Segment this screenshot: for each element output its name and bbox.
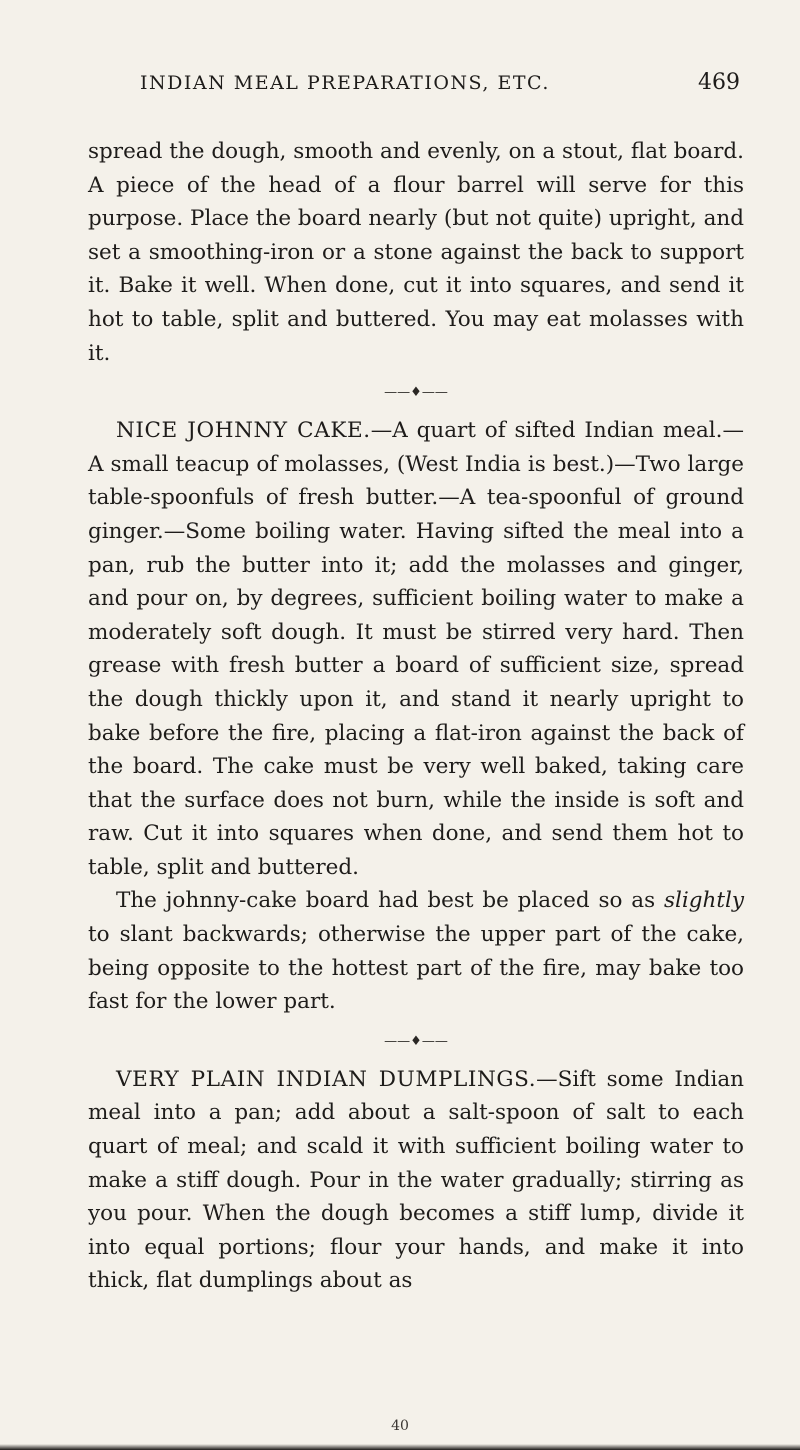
page-number: 469	[698, 70, 740, 95]
recipe-note	[88, 884, 744, 1018]
recipe-heading: NICE JOHNNY CAKE.	[116, 418, 371, 444]
paragraph-continued: spread the dough, smooth and evenly, on a stout, flat board. A piece of the head of a flour barrel will serve for this purpose. Place the board nearly (but not quite) upright, and set a smoothing-iron or a stone against the back to support it. Bake it well. When done, cut it into squares, and send it hot to table, split and buttered. You may eat molasses with it.	[88, 139, 744, 366]
body-text	[88, 135, 744, 1298]
recipe-text: —A quart of sifted Indian meal.—A small teacup of molasses, (West India is best.)—Two large table-spoonfuls of fresh butter.—A tea-spoonful of ground ginger.—Some boiling water. Having sifted the meal into a pan, rub the butter into it; add the molasses and ginger, and pour on, by degrees, sufficient boiling water to make a moderately soft dough. It must be stirred very hard. Then grease with fresh butter a board of sufficient size, spread the dough thickly upon it, and stand it nearly upright to bake before the fire, placing a flat-iron against the back of the board. The cake must be very well baked, taking care that the surface does not burn, while the inside is soft and raw. Cut it into squares when done, and send them hot to table, split and buttered.	[88, 418, 744, 880]
recipe-nice-johnny-cake	[88, 414, 744, 884]
section-divider-ornament-2: ——♦——	[384, 1033, 448, 1049]
page-edge-shadow	[0, 1444, 800, 1450]
signature-mark: 40	[391, 1418, 409, 1434]
note-text-end: to slant backwards; otherwise the upper part of the cake, being opposite to the hottest part of the fire, may bake too fast for the lower part.	[88, 922, 744, 1015]
page-header	[140, 72, 740, 112]
running-head: INDIAN MEAL PREPARATIONS, ETC.	[140, 72, 550, 94]
recipe-heading-2: VERY PLAIN INDIAN DUMPLINGS.	[116, 1066, 537, 1092]
note-text: The johnny-cake board had best be placed so as	[116, 888, 664, 914]
recipe-text-2: —Sift some Indian meal into a pan; add about a salt-spoon of salt to each quart of meal; and scald it with sufficient boiling water to make a stiff dough. Pour in the water gradually; stirring as you pour. When the dough becomes a stiff lump, divide it into equal portions; flour your hands, and make it into thick, flat dumplings about as	[88, 1066, 744, 1294]
section-divider-ornament: ——♦——	[384, 385, 448, 401]
recipe-plain-indian-dumplings	[88, 1063, 744, 1298]
note-emphasis: slightly	[663, 888, 744, 914]
